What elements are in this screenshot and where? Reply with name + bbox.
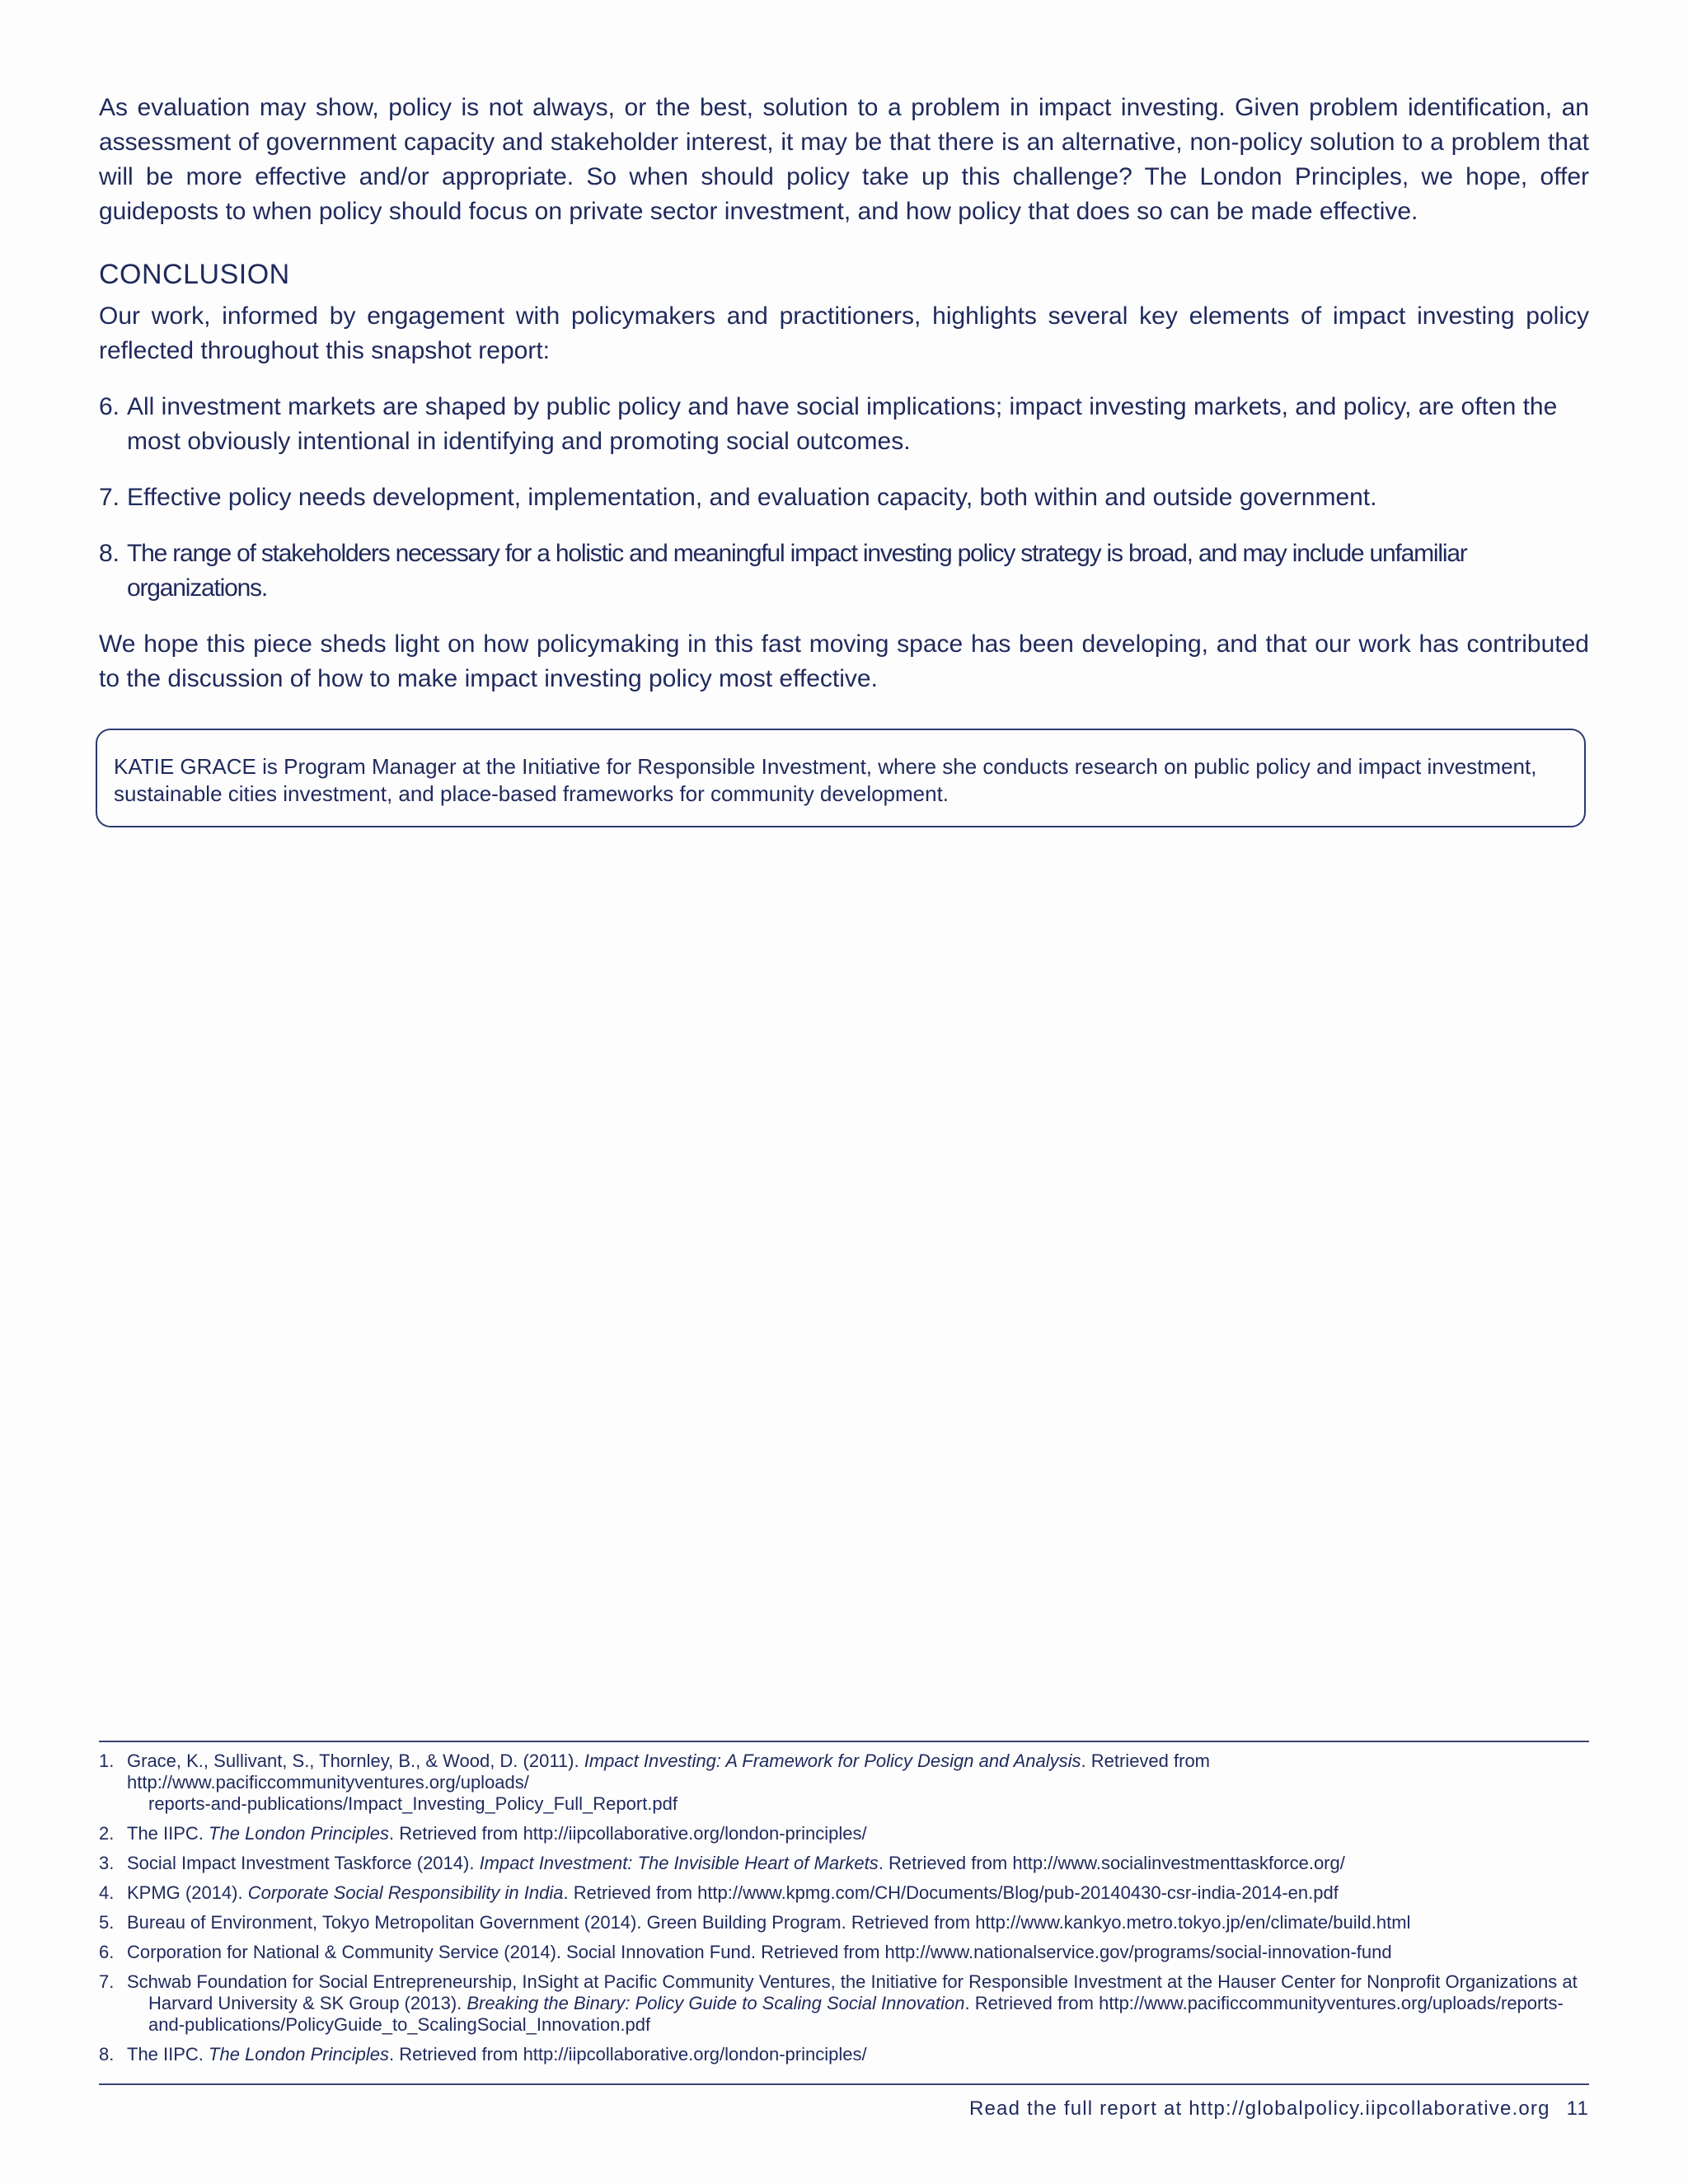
footnote-title: The London Principles (209, 2044, 389, 2064)
footnote-number: 5. (99, 1912, 115, 1933)
footnote-text: . Retrieved from http://www.socialinvestmenttaskforce.org/ (878, 1853, 1345, 1873)
footnote-text: Schwab Foundation for Social Entrepreneurship, InSight at Pacific Community Ventures, the Initiative for Responsible Investment at the Hauser Center for Nonprofit Organizations at (127, 1971, 1578, 1992)
footnote-number: 2. (99, 1823, 115, 1844)
conclusion-lead: Our work, informed by engagement with policymakers and practitioners, highlights several key elements of impact investing policy reflected throughout this snapshot report: (99, 302, 1589, 364)
list-item-text: All investment markets are shaped by public policy and have social implications; impact investing markets, and policy, are often the most obviously intentional in identifying and promoting social outcomes. (127, 393, 1558, 455)
list-item-text: Effective policy needs development, implementation, and evaluation capacity, both within and outside government. (127, 484, 1377, 511)
footnote-text: reports-and-publications/Impact_Investing_Policy_Full_Report.pdf (148, 1793, 678, 1814)
footnote-title: Breaking the Binary: Policy Guide to Scaling Social Innovation (467, 1993, 965, 2013)
footnote (99, 1882, 1589, 1904)
footnote (99, 1823, 1589, 1844)
list-item (99, 390, 1589, 459)
footnote-text: The IIPC. (127, 2044, 209, 2064)
footnote-text: . Retrieved from http://www.pacificcommunityventures.org/uploads/reports-and-publications/PolicyGuide_to_ScalingSocial_Innovation.pdf (148, 1993, 1564, 2035)
footnote-continuation (127, 1993, 1589, 2036)
footnotes (99, 1750, 1589, 2074)
list-item-number: 6. (99, 393, 120, 420)
list-item-text: The range of stakeholders necessary for a holistic and meaningful impact investing policy strategy is broad, and may include unfamiliar organizations. (127, 540, 1467, 602)
footnote (99, 1853, 1589, 1874)
footnote (99, 1912, 1589, 1933)
footnote-title: The London Principles (209, 1823, 389, 1844)
footnotes-divider (99, 1741, 1589, 1742)
footnote-number: 3. (99, 1853, 115, 1873)
footnote-text: Grace, K., Sullivant, S., Thornley, B., & Wood, D. (2011). (127, 1750, 584, 1771)
footnote-title: Corporate Social Responsibility in India (247, 1882, 564, 1903)
footnote-text: Corporation for National & Community Service (2014). Social Innovation Fund. Retrieved from http://www.nationalservice.gov/programs/social-innovation-fund (127, 1942, 1392, 1962)
footnote-text: . Retrieved from http://www.pacificcommunityventures.org/uploads/ (127, 1750, 1211, 1793)
footer-link-text: Read the full report at http://globalpolicy.iipcollaborative.org (968, 2097, 1550, 2120)
footnote-text: The IIPC. (127, 1823, 209, 1844)
list-item-number: 7. (99, 484, 120, 511)
page-number: 11 (1566, 2097, 1589, 2120)
page-footer (969, 2097, 1589, 2121)
main-content (99, 91, 1589, 696)
footnote-text: Social Impact Investment Taskforce (2014). (127, 1853, 480, 1873)
list-item-number: 8. (99, 540, 120, 567)
list-item (99, 537, 1589, 606)
footnote-text: Harvard University & SK Group (2013). (148, 1993, 467, 2013)
footnote-title: Impact Investment: The Invisible Heart of Markets (479, 1853, 879, 1873)
key-points-list (99, 390, 1589, 606)
intro-paragraph: As evaluation may show, policy is not always, or the best, solution to a problem in impact investing. Given problem identification, an assessment of government capacity and stakeholder interest, it may be that there is an alternative, non-policy solution to a problem that will be more effective and/or appropriate. So when should policy take up this challenge? The London Principles, we hope, offer guideposts to when policy should focus on private sector investment, and how policy that does so can be made effective. (99, 94, 1589, 225)
author-bio-box (96, 729, 1586, 827)
closing-paragraph: We hope this piece sheds light on how policymaking in this fast moving space has been developing, and that our work has contributed to the discussion of how to make impact investing policy most effective. (99, 630, 1589, 692)
footnote-text: Bureau of Environment, Tokyo Metropolitan Government (2014). Green Building Program. Retrieved from http://www.kankyo.metro.tokyo.jp/en/climate/build.html (127, 1912, 1411, 1933)
footnote-number: 4. (99, 1882, 115, 1903)
footnote-number: 1. (99, 1750, 115, 1771)
footnote-text: . Retrieved from http://www.kpmg.com/CH/Documents/Blog/pub-20140430-csr-india-2014-en.pdf (563, 1882, 1339, 1903)
list-item (99, 480, 1589, 515)
footnote-number: 7. (99, 1971, 115, 1992)
footnote (99, 1971, 1589, 2036)
footer-divider (99, 2083, 1589, 2085)
footnote-number: 6. (99, 1942, 115, 1962)
footnote-number: 8. (99, 2044, 115, 2064)
footnote-text: . Retrieved from http://iipcollaborative.org/london-principles/ (388, 2044, 867, 2064)
section-heading: CONCLUSION (99, 259, 290, 290)
footnote (99, 2044, 1589, 2065)
author-bio: KATIE GRACE is Program Manager at the Initiative for Responsible Investment, where she conducts research on public policy and impact investment, sustainable cities investment, and place-based frameworks for community development. (114, 754, 1537, 806)
footnote (99, 1750, 1589, 1815)
footnote (99, 1942, 1589, 1963)
footnote-text: . Retrieved from http://iipcollaborative.org/london-principles/ (388, 1823, 867, 1844)
footnote-title: Impact Investing: A Framework for Policy Design and Analysis (584, 1750, 1081, 1771)
footnote-text: KPMG (2014). (127, 1882, 248, 1903)
